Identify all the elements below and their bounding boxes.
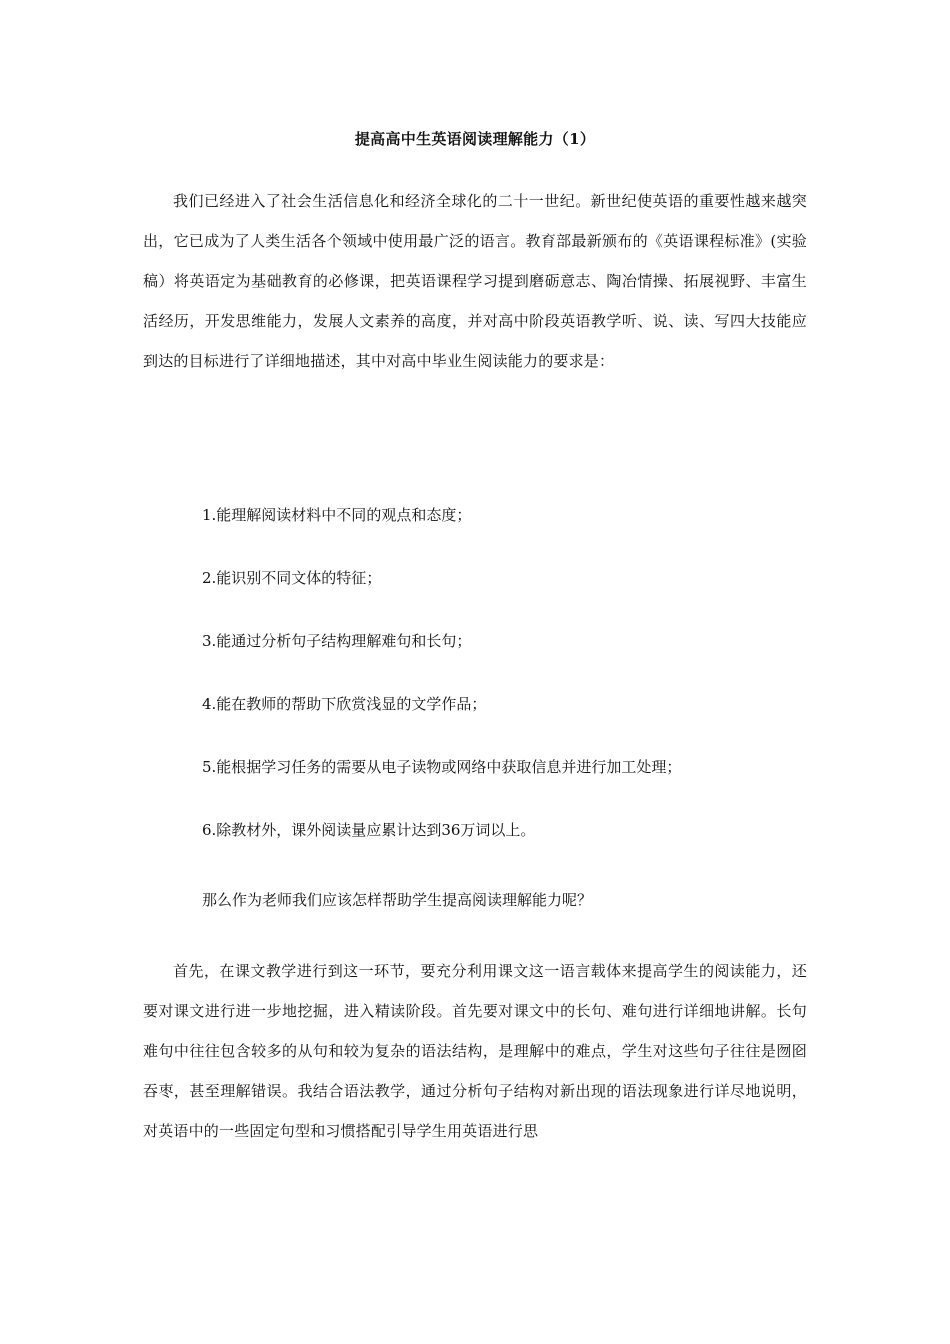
first-paragraph: 首先，在课文教学进行到这一环节，要充分利用课文这一语言载体来提高学生的阅读能力，还要对课文进行进一步地挖掘，进入精读阶段。首先要对课文中的长句、难句进行详细地讲解。长句难句中往往包含较多的从句和较为复杂的语法结构，是理解中的难点，学生对这些句子往往是囫囵吞枣，甚至理解错误。我结合语法教学，通过分析句子结构对新出现的语法现象进行详尽地说明，对英语中的一些固定句型和习惯搭配引导学生用英语进行思 <box>143 962 807 1140</box>
first-paragraph-block <box>143 951 807 1151</box>
requirement-item-6: 6.除教材外，课外阅读量应累计达到36万词以上。 <box>202 821 536 839</box>
requirement-item-4: 4.能在教师的帮助下欣赏浅显的文学作品； <box>202 695 487 713</box>
requirement-item-2: 2.能识别不同文体的特征； <box>202 569 382 587</box>
question-line: 那么作为老师我们应该怎样帮助学生提高阅读理解能力呢？ <box>202 891 593 909</box>
requirements-list <box>143 500 807 878</box>
intro-paragraph: 我们已经进入了社会生活信息化和经济全球化的二十一世纪。新世纪使英语的重要性越来越突出，它已成为了人类生活各个领域中使用最广泛的语言。教育部最新颁布的《英语课程标准》(实验稿）将英语定为基础教育的必修课，把英语课程学习提到磨砺意志、陶冶情操、拓展视野、丰富生活经历，开发思维能力，发展人文素养的高度，并对高中阶段英语教学听、说、读、写四大技能应到达的目标进行了详细地描述，其中对高中毕业生阅读能力的要求是： <box>143 192 807 370</box>
requirement-item-3: 3.能通过分析句子结构理解难句和长句； <box>202 632 472 650</box>
requirement-item-1: 1.能理解阅读材料中不同的观点和态度； <box>202 506 472 524</box>
intro-paragraph-block <box>143 181 807 381</box>
requirement-item-5: 5.能根据学习任务的需要从电子读物或网络中获取信息并进行加工处理； <box>202 758 682 776</box>
document-title: 提高高中生英语阅读理解能力（1） <box>354 130 596 148</box>
